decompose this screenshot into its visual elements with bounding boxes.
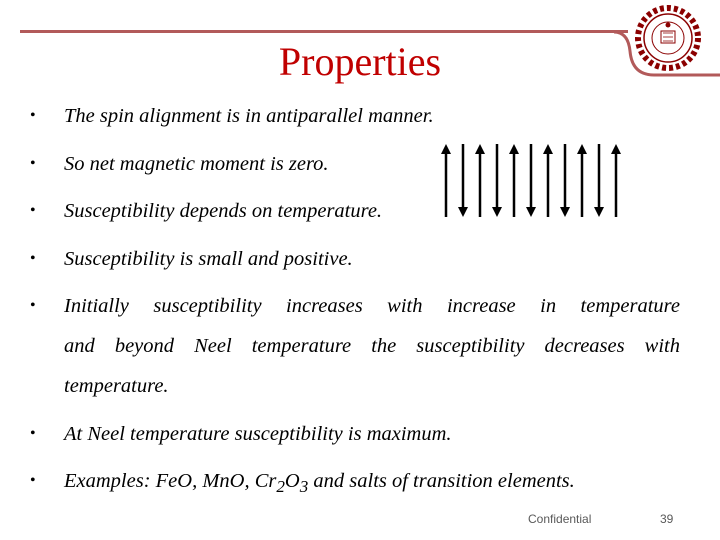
spin-down-arrow-icon [492, 144, 502, 217]
spin-down-arrow-icon [594, 144, 604, 217]
bullet-text-line-1: Initially susceptibility increases with increase in temperature [64, 295, 680, 317]
bullet-text: Susceptibility is small and positive. [64, 247, 353, 270]
bullet-text-line-3: temperature. [64, 375, 169, 397]
bullet-icon: • [30, 154, 36, 172]
list-item [30, 461, 680, 507]
spin-up-arrow-icon [441, 144, 451, 217]
subscript: 3 [299, 477, 309, 497]
subscript: 2 [276, 477, 285, 497]
page-title: Properties [278, 39, 442, 84]
spin-down-arrow-icon [560, 144, 570, 217]
spin-up-arrow-icon [475, 144, 485, 217]
bullet-text-suffix: and salts of transition elements. [308, 470, 575, 492]
spin-up-arrow-icon [509, 144, 519, 217]
bullet-text: The spin alignment is in antiparallel manner. [64, 105, 434, 127]
spin-up-arrow-icon [543, 144, 553, 217]
bullet-text: So net magnetic moment is zero. [64, 152, 329, 175]
bullet-text-mid: O [284, 470, 300, 492]
spin-up-arrow-icon [577, 144, 587, 217]
spin-up-arrow-icon [611, 144, 621, 217]
bullet-text-line-2: and beyond Neel temperature the susceptibility decreases with [64, 335, 680, 357]
page-number: 39 [660, 512, 674, 526]
bullet-text: At Neel temperature susceptibility is maximum. [64, 422, 452, 445]
list-item [30, 286, 680, 406]
bullet-icon: • [30, 202, 36, 219]
bullet-text-prefix: Examples: FeO, MnO, Cr [64, 470, 277, 492]
bullet-text: Susceptibility depends on temperature. [64, 200, 383, 222]
spin-down-arrow-icon [458, 144, 468, 217]
title-rule [20, 30, 628, 33]
list-item [30, 96, 680, 136]
antiparallel-spin-diagram [436, 141, 626, 221]
bullet-icon: • [30, 249, 36, 267]
bullet-icon: • [30, 472, 36, 489]
bullet-icon: • [30, 424, 36, 442]
footer-confidential: Confidential [528, 512, 592, 526]
spin-down-arrow-icon [526, 144, 536, 217]
bullet-icon: • [30, 107, 36, 124]
list-item [30, 414, 680, 454]
bullet-icon: • [30, 297, 36, 314]
list-item [30, 239, 680, 279]
